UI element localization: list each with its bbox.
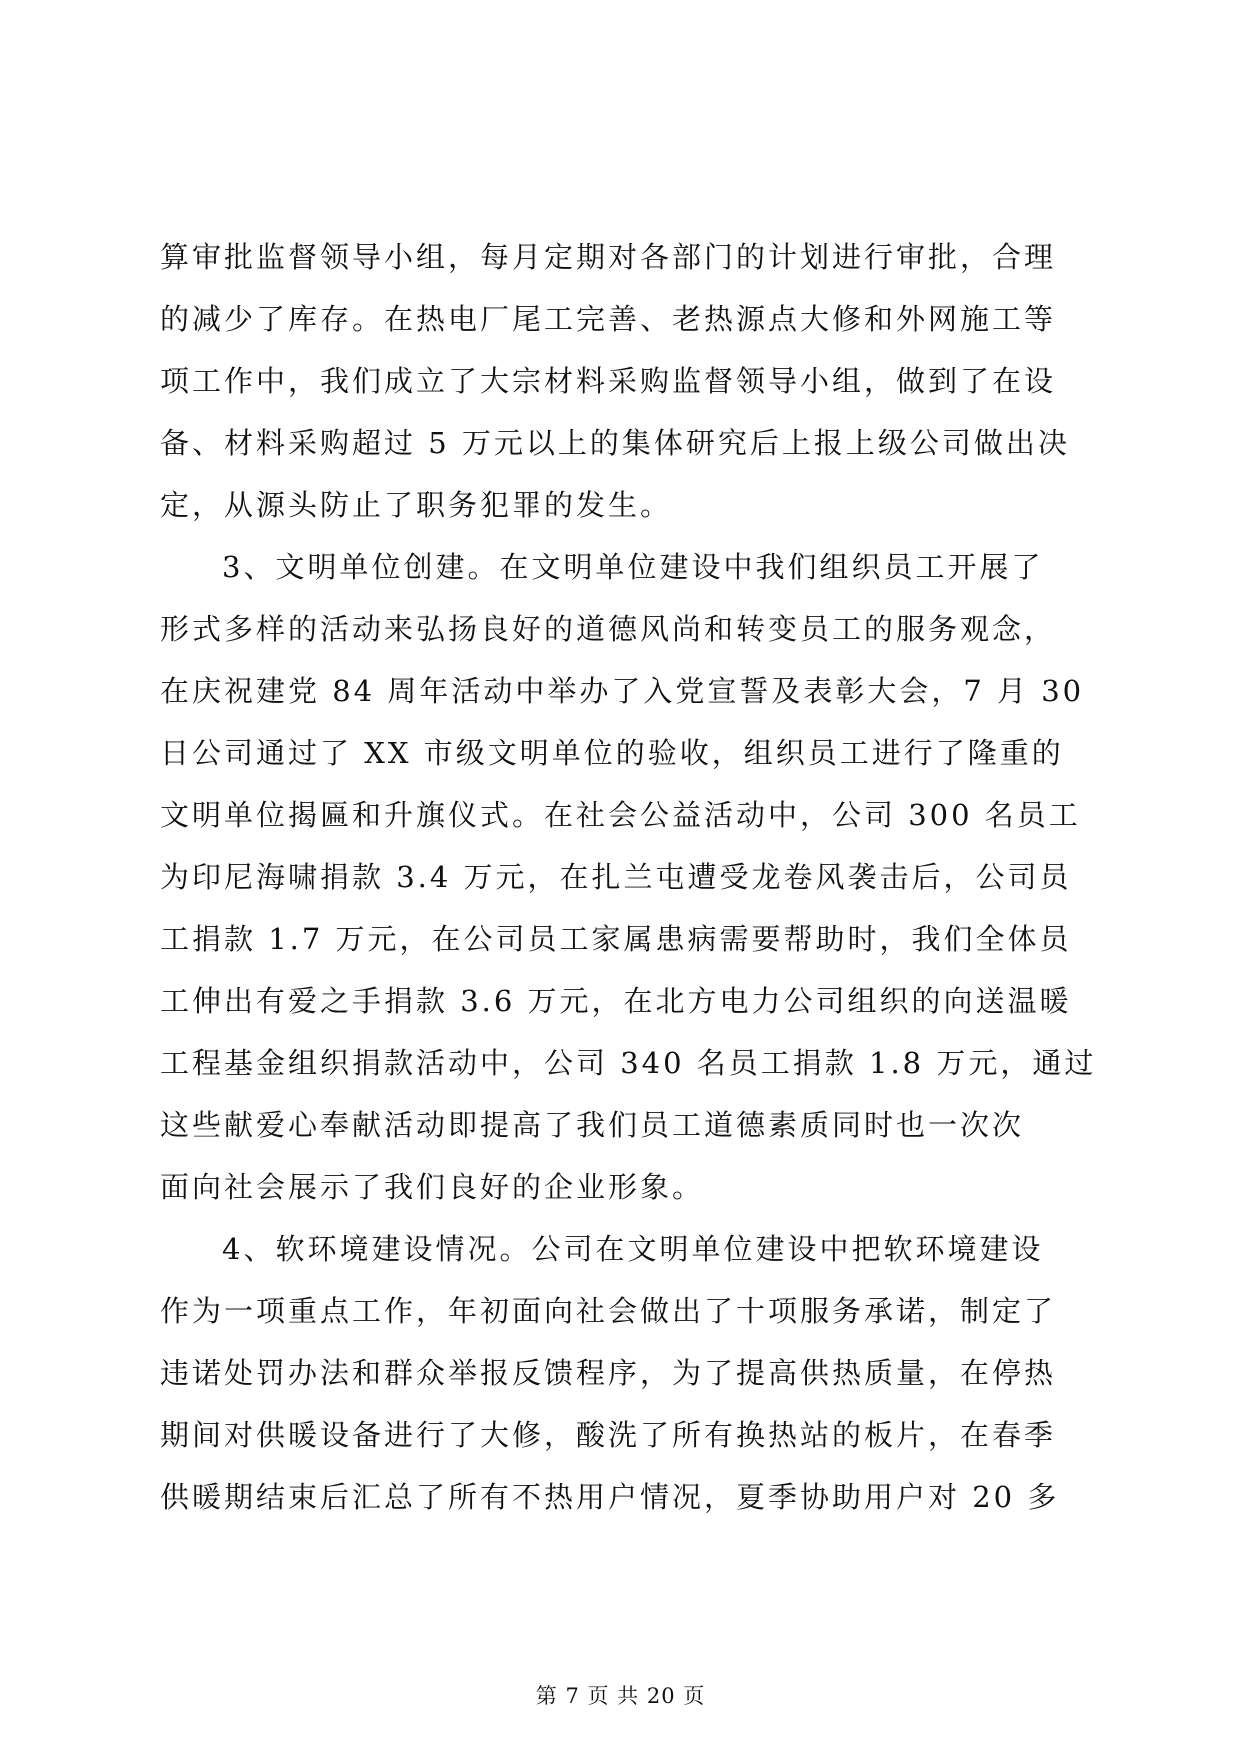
text-line: 工捐款 1.7 万元，在公司员工家属患病需要帮助时，我们全体员 bbox=[160, 922, 1072, 956]
text-line: 作为一项重点工作，年初面向社会做出了十项服务承诺，制定了 bbox=[160, 1294, 1057, 1328]
text-line: 为印尼海啸捐款 3.4 万元，在扎兰屯遭受龙卷风袭击后，公司员 bbox=[160, 860, 1072, 894]
paragraph-start-line: 3、文明单位创建。在文明单位建设中我们组织员工开展了 bbox=[222, 550, 1044, 584]
text-line: 算审批监督领导小组，每月定期对各部门的计划进行审批，合理 bbox=[160, 240, 1057, 274]
text-line: 定，从源头防止了职务犯罪的发生。 bbox=[160, 488, 673, 522]
text-line: 在庆祝建党 84 周年活动中举办了入党宣誓及表彰大会，7 月 30 bbox=[160, 674, 1085, 708]
page-number-footer: 第 7 页 共 20 页 bbox=[535, 1684, 706, 1708]
text-line: 的减少了库存。在热电厂尾工完善、老热源点大修和外网施工等 bbox=[160, 302, 1057, 336]
text-line: 日公司通过了 XX 市级文明单位的验收，组织员工进行了隆重的 bbox=[160, 736, 1064, 770]
paragraph-start-line: 4、软环境建设情况。公司在文明单位建设中把软环境建设 bbox=[222, 1232, 1044, 1266]
text-line: 文明单位揭匾和升旗仪式。在社会公益活动中，公司 300 名员工 bbox=[160, 798, 1081, 832]
body-text bbox=[160, 226, 1097, 1528]
text-line: 工伸出有爱之手捐款 3.6 万元，在北方电力公司组织的向送温暖 bbox=[160, 984, 1072, 1018]
text-line: 面向社会展示了我们良好的企业形象。 bbox=[160, 1170, 705, 1204]
text-line: 工程基金组织捐款活动中，公司 340 名员工捐款 1.8 万元，通过 bbox=[160, 1046, 1097, 1080]
text-line: 这些献爱心奉献活动即提高了我们员工道德素质同时也一次次 bbox=[160, 1108, 1025, 1142]
text-line: 形式多样的活动来弘扬良好的道德风尚和转变员工的服务观念， bbox=[160, 612, 1057, 646]
text-line: 违诺处罚办法和群众举报反馈程序，为了提高供热质量，在停热 bbox=[160, 1356, 1057, 1390]
text-line: 项工作中，我们成立了大宗材料采购监督领导小组，做到了在设 bbox=[160, 364, 1057, 398]
text-line: 期间对供暖设备进行了大修，酸洗了所有换热站的板片，在春季 bbox=[160, 1418, 1057, 1452]
text-line: 供暖期结束后汇总了所有不热用户情况，夏季协助用户对 20 多 bbox=[160, 1480, 1060, 1514]
text-line: 备、材料采购超过 5 万元以上的集体研究后上报上级公司做出决 bbox=[160, 426, 1070, 460]
